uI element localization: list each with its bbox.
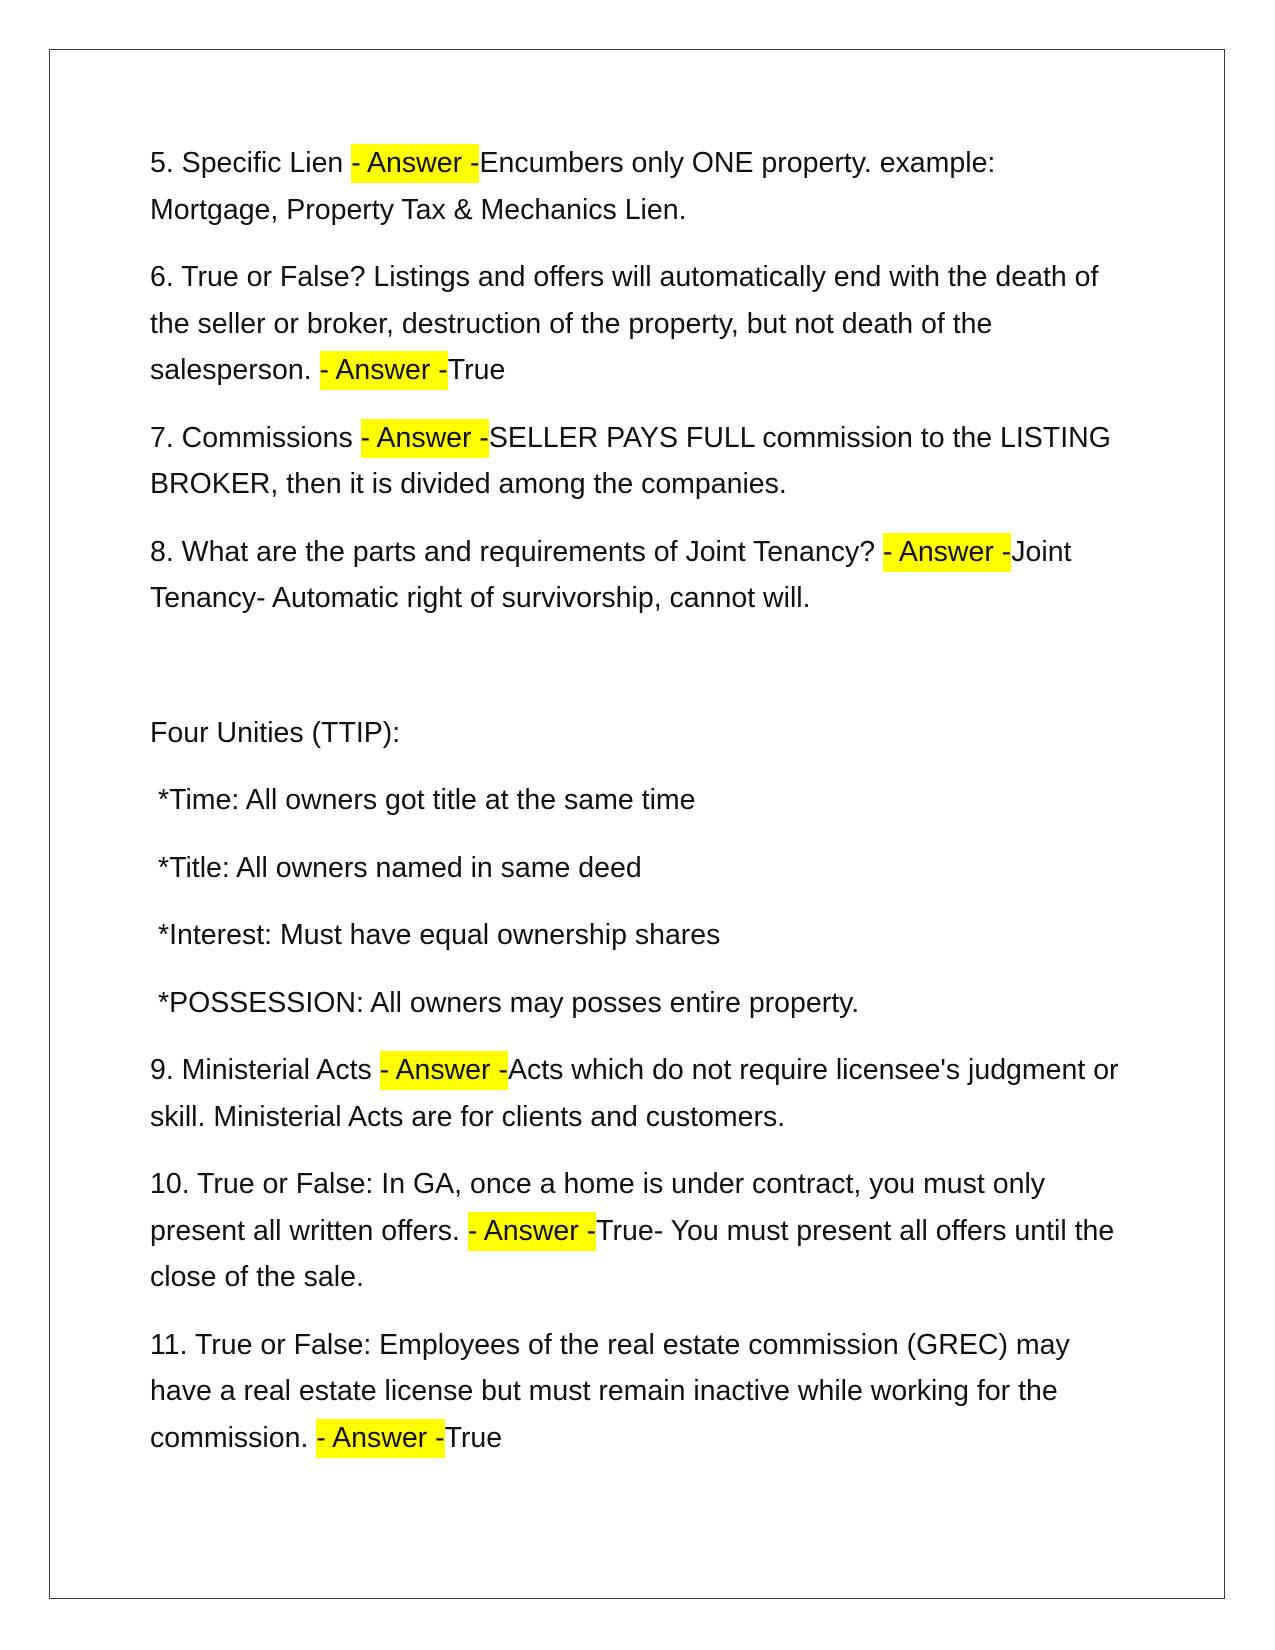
answer-marker: - Answer - [468,1212,596,1251]
question-8-answer: Joint Tenancy- Automatic right of survivorship, cannot will. [150,535,1072,614]
question-10-answer: True- You must present all offers until the close of the sale. [150,1214,1115,1293]
question-7-answer: SELLER PAYS FULL commission to the LISTING BROKER, then it is divided among the companies. [150,421,1111,500]
answer-marker: - Answer - [316,1419,444,1458]
unity-item-time: *Time: All owners got title at the same time [158,784,696,816]
question-6-answer: True [447,354,506,386]
question-11 [150,1322,1130,1462]
question-6 [150,254,1130,394]
answer-marker: - Answer - [380,1051,508,1090]
question-5-answer: Encumbers only ONE property. example: Mortgage, Property Tax & Mechanics Lien. [150,147,996,226]
question-6-prompt: 6. True or False? Listings and offers will automatically end with the death of the seller or broker, destruction of the property, but not death of the salesperson. [150,261,1099,386]
question-10-prompt: 10. True or False: In GA, once a home is under contract, you must only present all written offers. [150,1168,1046,1247]
question-8-prompt: 8. What are the parts and requirements of Joint Tenancy? [150,535,883,568]
unity-item-title: *Title: All owners named in same deed [158,851,642,884]
unity-item-possession: *POSSESSION: All owners may posses entire property. [158,986,860,1019]
answer-marker: - Answer - [883,533,1011,572]
question-11-prompt: 11. True or False: Employees of the real estate commission (GREC) may have a real estate license but must remain inactive while working for the commission. [150,1328,1070,1454]
answer-marker: - Answer - [361,419,489,458]
question-9 [150,1047,1130,1140]
question-9-prompt: 9. Ministerial Acts [150,1054,380,1086]
question-5 [150,140,1130,233]
answer-marker: - Answer - [351,144,479,183]
question-7 [150,415,1130,508]
unity-item-interest: *Interest: Must have equal ownership shares [158,919,721,951]
question-9-answer: Acts which do not require licensee's judgment or skill. Ministerial Acts are for clients and customers. [150,1054,1119,1133]
question-5-prompt: 5. Specific Lien [150,147,352,179]
document-body [150,140,1130,1482]
question-11-answer: True [444,1421,503,1454]
question-8 [150,529,1130,622]
question-7-prompt: 7. Commissions [150,421,361,454]
answer-marker: - Answer - [320,351,448,390]
question-10 [150,1161,1130,1301]
four-unities-heading: Four Unities (TTIP): [150,716,401,749]
